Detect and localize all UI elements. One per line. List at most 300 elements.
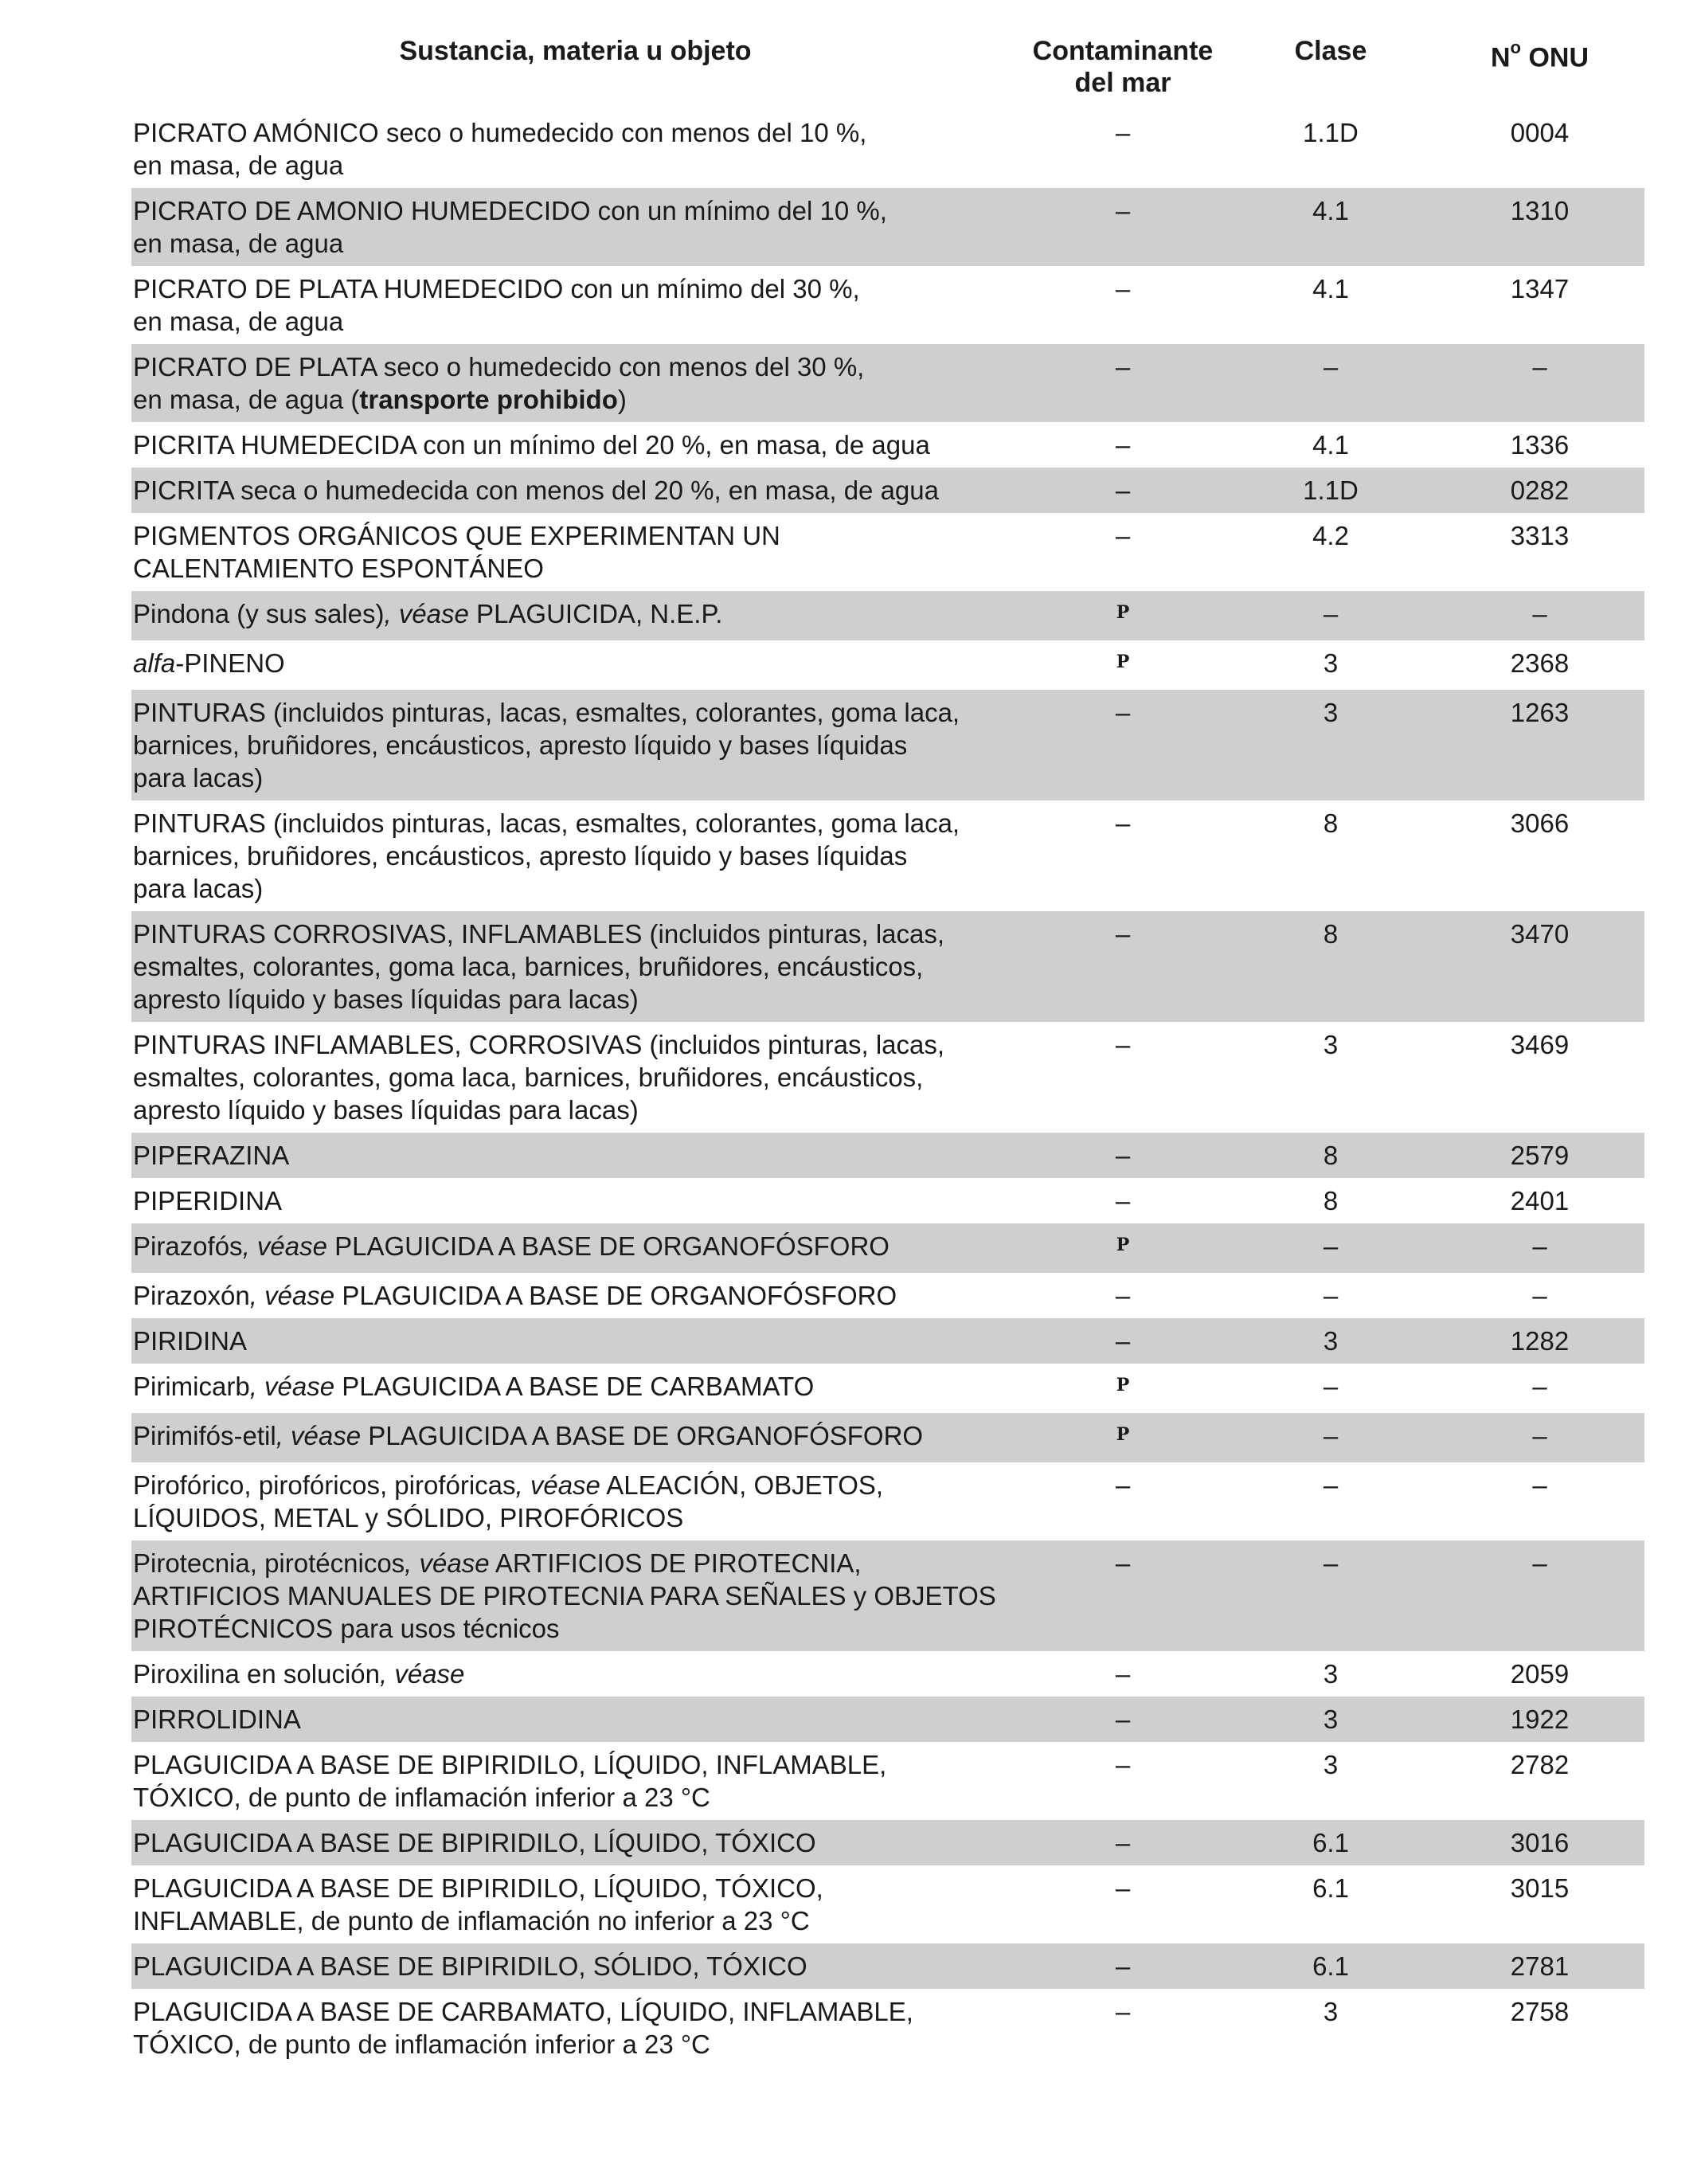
class-cell xyxy=(1226,188,1435,266)
substance-name-segment: PIPERAZINA xyxy=(133,1141,290,1170)
un-number-cell-value: – xyxy=(1532,1470,1547,1500)
substance-name-segment: transporte prohibido xyxy=(359,385,618,414)
class-cell xyxy=(1226,690,1435,800)
substance-name-segment: en masa, de agua xyxy=(133,229,344,258)
substance-name-segment: PINTURAS INFLAMABLES, CORROSIVAS (incluidos pinturas, lacas, xyxy=(133,1030,945,1059)
class-cell xyxy=(1226,1742,1435,1820)
un-number-cell xyxy=(1435,1697,1644,1742)
substance-name-cell xyxy=(131,1989,1019,2067)
substance-name-segment: PIPERIDINA xyxy=(133,1186,283,1215)
substance-name-segment: PICRATO AMÓNICO seco o humedecido con menos del 10 %, xyxy=(133,118,867,147)
table-row xyxy=(131,690,1644,800)
class-cell-value: – xyxy=(1323,1372,1339,1401)
table-row xyxy=(131,110,1644,188)
substance-name-segment: , véase xyxy=(384,599,469,628)
marine-pollutant-cell-value: – xyxy=(1115,118,1131,147)
table-row xyxy=(131,513,1644,591)
class-cell xyxy=(1226,1651,1435,1697)
un-number-cell-value: 3016 xyxy=(1510,1828,1570,1857)
table-body xyxy=(131,110,1644,2067)
table-row xyxy=(131,640,1644,690)
table-row xyxy=(131,1865,1644,1943)
substance-name-cell xyxy=(131,911,1019,1022)
substance-name-segment: ARTIFICIOS DE PIROTECNIA, xyxy=(489,1548,862,1578)
un-number-cell xyxy=(1435,800,1644,911)
substance-name-segment: ALEACIÓN, OBJETOS, xyxy=(600,1470,884,1500)
un-number-cell xyxy=(1435,690,1644,800)
header-row xyxy=(131,32,1644,110)
class-cell-value: 6.1 xyxy=(1312,1951,1349,1981)
table-row xyxy=(131,266,1644,344)
un-number-cell xyxy=(1435,1273,1644,1318)
substance-name-segment: en masa, de agua xyxy=(133,307,344,336)
table-row xyxy=(131,1364,1644,1413)
class-cell-value: 1.1D xyxy=(1303,476,1359,505)
substance-name-segment: LÍQUIDOS, METAL y SÓLIDO, PIROFÓRICOS xyxy=(133,1503,684,1532)
class-cell-value: 3 xyxy=(1323,648,1339,678)
class-cell xyxy=(1226,266,1435,344)
marine-pollutant-cell-value: – xyxy=(1115,1030,1131,1059)
table-row xyxy=(131,1413,1644,1462)
un-number-cell xyxy=(1435,188,1644,266)
table-row xyxy=(131,1697,1644,1742)
marine-pollutant-cell xyxy=(1019,513,1226,591)
substance-name-cell xyxy=(131,1273,1019,1318)
marine-pollutant-cell xyxy=(1019,911,1226,1022)
marine-pollutant-cell-value: – xyxy=(1115,352,1131,382)
un-number-cell-value: 2368 xyxy=(1510,648,1570,678)
un-number-cell xyxy=(1435,1651,1644,1697)
marine-pollutant-cell xyxy=(1019,591,1226,640)
un-number-cell-value: 1282 xyxy=(1510,1326,1570,1356)
marine-pollutant-cell xyxy=(1019,1318,1226,1364)
table-header xyxy=(131,32,1644,110)
substance-name-segment: PIROTÉCNICOS para usos técnicos xyxy=(133,1614,560,1643)
marine-pollutant-cell xyxy=(1019,1413,1226,1462)
un-number-cell-value: 0004 xyxy=(1510,118,1570,147)
substance-name-cell xyxy=(131,1462,1019,1540)
class-cell-value: 8 xyxy=(1323,808,1339,838)
marine-pollutant-cell xyxy=(1019,1865,1226,1943)
un-number-cell xyxy=(1435,1223,1644,1273)
substance-name-cell xyxy=(131,110,1019,188)
class-cell xyxy=(1226,1540,1435,1651)
un-number-cell xyxy=(1435,1318,1644,1364)
marine-pollutant-cell-value: – xyxy=(1115,1828,1131,1857)
substance-name-cell xyxy=(131,266,1019,344)
un-number-cell-value: 2059 xyxy=(1510,1659,1570,1689)
marine-pollutant-cell-value: – xyxy=(1115,1951,1131,1981)
substance-name-segment: ) xyxy=(617,385,627,414)
class-cell xyxy=(1226,344,1435,422)
marine-pollutant-cell-value: – xyxy=(1115,1659,1131,1689)
table-row xyxy=(131,1022,1644,1133)
marine-pollutant-cell xyxy=(1019,1223,1226,1273)
marine-pollutant-cell-value: – xyxy=(1115,1997,1131,2026)
un-number-cell xyxy=(1435,1943,1644,1989)
substance-name-segment: PLAGUICIDA A BASE DE BIPIRIDILO, SÓLIDO, TÓXICO xyxy=(133,1951,807,1981)
substance-name-segment: , véase xyxy=(380,1659,465,1689)
substance-name-segment: , véase xyxy=(405,1548,490,1578)
class-cell xyxy=(1226,1943,1435,1989)
marine-pollutant-cell-value: – xyxy=(1115,1186,1131,1215)
marine-pollutant-cell xyxy=(1019,1178,1226,1223)
substance-name-segment: PINTURAS (incluidos pinturas, lacas, esmaltes, colorantes, goma laca, xyxy=(133,808,960,838)
substance-name-cell xyxy=(131,1364,1019,1413)
substance-name-cell xyxy=(131,1223,1019,1273)
class-cell-value: 3 xyxy=(1323,1326,1339,1356)
table-row xyxy=(131,1943,1644,1989)
table-row xyxy=(131,1462,1644,1540)
substance-name-segment: esmaltes, colorantes, goma laca, barnices, bruñidores, encáusticos, xyxy=(133,952,924,981)
un-number-cell-value: 2782 xyxy=(1510,1750,1570,1779)
marine-pollutant-cell-value: – xyxy=(1115,808,1131,838)
substance-name-segment: PLAGUICIDA A BASE DE CARBAMATO, LÍQUIDO, INFLAMABLE, xyxy=(133,1997,913,2026)
marine-pollutant-cell-value: – xyxy=(1115,430,1131,460)
class-cell-value: 3 xyxy=(1323,1997,1339,2026)
marine-pollutant-cell xyxy=(1019,1651,1226,1697)
marine-pollutant-cell xyxy=(1019,266,1226,344)
class-cell-value: 8 xyxy=(1323,919,1339,949)
class-cell-value: 8 xyxy=(1323,1186,1339,1215)
class-cell xyxy=(1226,1178,1435,1223)
header-substance: Sustancia, materia u objeto xyxy=(399,36,752,66)
substance-name-segment: PLAGUICIDA A BASE DE ORGANOFÓSFORO xyxy=(326,1231,890,1261)
un-number-cell-value: 3470 xyxy=(1510,919,1570,949)
substance-name-cell xyxy=(131,1022,1019,1133)
marine-pollutant-cell-value: – xyxy=(1115,1873,1131,1903)
class-cell xyxy=(1226,1273,1435,1318)
marine-pollutant-cell-value: P xyxy=(1116,1375,1130,1395)
table-row xyxy=(131,1318,1644,1364)
marine-pollutant-cell-value: – xyxy=(1115,1750,1131,1779)
marine-pollutant-cell-value: – xyxy=(1115,476,1131,505)
class-cell xyxy=(1226,110,1435,188)
marine-pollutant-cell xyxy=(1019,188,1226,266)
marine-pollutant-cell-value: – xyxy=(1115,1326,1131,1356)
header-marine-pollutant: Contaminante del mar xyxy=(1032,36,1214,98)
class-cell xyxy=(1226,1022,1435,1133)
class-cell-value: 4.1 xyxy=(1312,274,1349,303)
substance-name-segment: TÓXICO, de punto de inflamación inferior a 23 °C xyxy=(133,1783,710,1812)
class-cell-value: 3 xyxy=(1323,698,1339,727)
substance-name-cell xyxy=(131,640,1019,690)
substance-name-segment: Pirimicarb xyxy=(133,1372,250,1401)
class-cell xyxy=(1226,422,1435,468)
un-number-cell-value: – xyxy=(1532,1548,1547,1578)
class-cell xyxy=(1226,468,1435,513)
substance-name-segment: PICRATO DE PLATA HUMEDECIDO con un mínimo del 30 %, xyxy=(133,274,860,303)
substance-name-segment: PLAGUICIDA, N.E.P. xyxy=(468,599,723,628)
class-cell xyxy=(1226,1865,1435,1943)
marine-pollutant-cell-value: P xyxy=(1116,1424,1130,1445)
substance-name-segment: para lacas) xyxy=(133,874,264,903)
substance-name-cell xyxy=(131,1540,1019,1651)
class-cell-value: 4.1 xyxy=(1312,430,1349,460)
substance-name-segment: TÓXICO, de punto de inflamación inferior a 23 °C xyxy=(133,2029,710,2059)
substance-name-cell xyxy=(131,1820,1019,1865)
marine-pollutant-cell xyxy=(1019,690,1226,800)
un-number-cell xyxy=(1435,1742,1644,1820)
table-row xyxy=(131,911,1644,1022)
class-cell-value: 6.1 xyxy=(1312,1828,1349,1857)
un-number-cell-value: 1310 xyxy=(1510,196,1570,225)
table-row xyxy=(131,1989,1644,2067)
substance-name-segment: Pirofórico, pirofóricos, pirofóricas xyxy=(133,1470,516,1500)
marine-pollutant-cell xyxy=(1019,1462,1226,1540)
substance-name-segment: Pirazofós xyxy=(133,1231,243,1261)
substance-name-cell xyxy=(131,1742,1019,1820)
un-number-cell xyxy=(1435,422,1644,468)
marine-pollutant-cell xyxy=(1019,1273,1226,1318)
dangerous-goods-index-table xyxy=(131,32,1644,2067)
class-cell-value: – xyxy=(1323,1548,1339,1578)
marine-pollutant-cell-value: – xyxy=(1115,1141,1131,1170)
substance-name-cell xyxy=(131,591,1019,640)
substance-name-segment: barnices, bruñidores, encáusticos, apresto líquido y bases líquidas xyxy=(133,841,908,871)
substance-name-cell xyxy=(131,1943,1019,1989)
class-cell-value: – xyxy=(1323,1421,1339,1450)
un-number-cell-value: 2781 xyxy=(1510,1951,1570,1981)
marine-pollutant-cell-value: – xyxy=(1115,1281,1131,1310)
class-cell-value: 8 xyxy=(1323,1141,1339,1170)
un-number-cell xyxy=(1435,1178,1644,1223)
class-cell-value: – xyxy=(1323,1281,1339,1310)
un-number-cell xyxy=(1435,1413,1644,1462)
class-cell xyxy=(1226,1223,1435,1273)
marine-pollutant-cell-value: – xyxy=(1115,1548,1131,1578)
un-number-cell-value: 3015 xyxy=(1510,1873,1570,1903)
un-number-cell-value: – xyxy=(1532,352,1547,382)
un-number-cell-value: – xyxy=(1532,599,1547,628)
substance-name-segment: apresto líquido y bases líquidas para lacas) xyxy=(133,984,639,1014)
class-cell xyxy=(1226,1133,1435,1178)
substance-name-segment: PINTURAS (incluidos pinturas, lacas, esmaltes, colorantes, goma laca, xyxy=(133,698,960,727)
un-number-cell xyxy=(1435,1133,1644,1178)
marine-pollutant-cell xyxy=(1019,1133,1226,1178)
substance-name-cell xyxy=(131,1651,1019,1697)
marine-pollutant-cell xyxy=(1019,422,1226,468)
substance-name-segment: PIRROLIDINA xyxy=(133,1705,301,1734)
un-number-cell-value: – xyxy=(1532,1421,1547,1450)
un-number-cell-value: – xyxy=(1532,1372,1547,1401)
substance-name-cell xyxy=(131,468,1019,513)
marine-pollutant-cell-value: – xyxy=(1115,274,1131,303)
un-number-cell xyxy=(1435,1540,1644,1651)
substance-name-segment: CALENTAMIENTO ESPONTÁNEO xyxy=(133,554,544,583)
substance-name-segment: alfa xyxy=(133,648,176,678)
substance-name-segment: PLAGUICIDA A BASE DE CARBAMATO xyxy=(334,1372,815,1401)
class-cell-value: 1.1D xyxy=(1303,118,1359,147)
table-row xyxy=(131,188,1644,266)
class-cell-value: 4.1 xyxy=(1312,196,1349,225)
substance-name-segment: PIRIDINA xyxy=(133,1326,248,1356)
table-row xyxy=(131,1133,1644,1178)
substance-name-segment: , véase xyxy=(249,1372,335,1401)
class-cell xyxy=(1226,591,1435,640)
un-number-cell-value: 3066 xyxy=(1510,808,1570,838)
substance-name-segment: -PINENO xyxy=(175,648,285,678)
class-cell-value: – xyxy=(1323,599,1339,628)
substance-name-cell xyxy=(131,1865,1019,1943)
table-row xyxy=(131,1178,1644,1223)
table-row xyxy=(131,344,1644,422)
class-cell-value: 3 xyxy=(1323,1030,1339,1059)
table-row xyxy=(131,422,1644,468)
header-class: Clase xyxy=(1294,36,1367,66)
substance-name-cell xyxy=(131,1133,1019,1178)
un-number-cell xyxy=(1435,1364,1644,1413)
un-number-cell xyxy=(1435,110,1644,188)
un-number-cell-value: 2758 xyxy=(1510,1997,1570,2026)
substance-name-cell xyxy=(131,344,1019,422)
substance-name-segment: Piroxilina en solución xyxy=(133,1659,381,1689)
marine-pollutant-cell-value: – xyxy=(1115,196,1131,225)
substance-name-segment: PINTURAS CORROSIVAS, INFLAMABLES (incluidos pinturas, lacas, xyxy=(133,919,945,949)
class-cell xyxy=(1226,1989,1435,2067)
marine-pollutant-cell-value: – xyxy=(1115,521,1131,550)
class-cell-value: – xyxy=(1323,1470,1339,1500)
substance-name-cell xyxy=(131,1413,1019,1462)
marine-pollutant-cell-value: P xyxy=(1116,1235,1130,1255)
substance-name-cell xyxy=(131,690,1019,800)
un-number-cell xyxy=(1435,640,1644,690)
un-number-cell-value: 1347 xyxy=(1510,274,1570,303)
substance-name-segment: PICRATO DE AMONIO HUMEDECIDO con un mínimo del 10 %, xyxy=(133,196,887,225)
marine-pollutant-cell xyxy=(1019,110,1226,188)
substance-name-segment: en masa, de agua xyxy=(133,151,344,180)
table-row xyxy=(131,800,1644,911)
un-number-cell-value: – xyxy=(1532,1231,1547,1261)
class-cell xyxy=(1226,1697,1435,1742)
marine-pollutant-cell-value: – xyxy=(1115,919,1131,949)
class-cell xyxy=(1226,1318,1435,1364)
un-number-cell-value: 2401 xyxy=(1510,1186,1570,1215)
class-cell xyxy=(1226,1820,1435,1865)
substance-name-segment: Pirazoxón xyxy=(133,1281,250,1310)
substance-name-segment: en masa, de agua ( xyxy=(133,385,360,414)
marine-pollutant-cell xyxy=(1019,1943,1226,1989)
class-cell-value: – xyxy=(1323,1231,1339,1261)
table-row xyxy=(131,1651,1644,1697)
class-cell xyxy=(1226,800,1435,911)
substance-name-segment: PLAGUICIDA A BASE DE BIPIRIDILO, LÍQUIDO, INFLAMABLE, xyxy=(133,1750,887,1779)
marine-pollutant-cell-value: – xyxy=(1115,1705,1131,1734)
marine-pollutant-cell xyxy=(1019,640,1226,690)
un-number-cell-value: 3313 xyxy=(1510,521,1570,550)
un-number-cell xyxy=(1435,1022,1644,1133)
substance-name-segment: INFLAMABLE, de punto de inflamación no inferior a 23 °C xyxy=(133,1906,810,1935)
marine-pollutant-cell xyxy=(1019,1742,1226,1820)
un-number-cell xyxy=(1435,344,1644,422)
class-cell xyxy=(1226,1462,1435,1540)
un-number-cell-value: – xyxy=(1532,1281,1547,1310)
class-cell xyxy=(1226,1413,1435,1462)
substance-name-segment: PLAGUICIDA A BASE DE ORGANOFÓSFORO xyxy=(334,1281,897,1310)
table-row xyxy=(131,1273,1644,1318)
class-cell xyxy=(1226,513,1435,591)
table-row xyxy=(131,468,1644,513)
marine-pollutant-cell xyxy=(1019,1364,1226,1413)
table-row xyxy=(131,1820,1644,1865)
substance-name-segment: PICRITA HUMEDECIDA con un mínimo del 20 %, en masa, de agua xyxy=(133,430,930,460)
marine-pollutant-cell-value: – xyxy=(1115,698,1131,727)
class-cell xyxy=(1226,640,1435,690)
marine-pollutant-cell xyxy=(1019,1697,1226,1742)
substance-name-cell xyxy=(131,1178,1019,1223)
un-number-cell xyxy=(1435,911,1644,1022)
substance-name-cell xyxy=(131,1697,1019,1742)
substance-name-cell xyxy=(131,422,1019,468)
class-cell-value: 4.2 xyxy=(1312,521,1349,550)
substance-name-segment: barnices, bruñidores, encáusticos, apresto líquido y bases líquidas xyxy=(133,730,908,760)
substance-name-cell xyxy=(131,188,1019,266)
class-cell xyxy=(1226,911,1435,1022)
substance-name-segment: PICRITA seca o humedecida con menos del 20 %, en masa, de agua xyxy=(133,476,939,505)
substance-name-segment: , véase xyxy=(249,1281,335,1310)
class-cell-value: – xyxy=(1323,352,1339,382)
substance-name-segment: PLAGUICIDA A BASE DE BIPIRIDILO, LÍQUIDO, TÓXICO, xyxy=(133,1873,823,1903)
substance-name-segment: , véase xyxy=(515,1470,600,1500)
substance-name-cell xyxy=(131,513,1019,591)
marine-pollutant-cell-value: P xyxy=(1116,602,1130,623)
marine-pollutant-cell xyxy=(1019,1022,1226,1133)
table-row xyxy=(131,591,1644,640)
table-row xyxy=(131,1223,1644,1273)
substance-name-segment: Pirimifós-etil xyxy=(133,1421,276,1450)
marine-pollutant-cell xyxy=(1019,468,1226,513)
un-number-cell-value: 1336 xyxy=(1510,430,1570,460)
header-un-number: $N^o$ ONU xyxy=(1490,37,1589,73)
substance-name-segment: PLAGUICIDA A BASE DE ORGANOFÓSFORO xyxy=(361,1421,924,1450)
un-number-cell xyxy=(1435,1462,1644,1540)
un-number-cell xyxy=(1435,266,1644,344)
un-number-cell xyxy=(1435,468,1644,513)
marine-pollutant-cell xyxy=(1019,344,1226,422)
class-cell-value: 3 xyxy=(1323,1705,1339,1734)
marine-pollutant-cell xyxy=(1019,1540,1226,1651)
table-row xyxy=(131,1742,1644,1820)
un-number-cell xyxy=(1435,1865,1644,1943)
substance-name-segment: apresto líquido y bases líquidas para lacas) xyxy=(133,1095,639,1125)
un-number-cell-value: 2579 xyxy=(1510,1141,1570,1170)
class-cell-value: 3 xyxy=(1323,1659,1339,1689)
un-number-cell xyxy=(1435,591,1644,640)
un-number-cell-value: 0282 xyxy=(1510,476,1570,505)
substance-name-segment: PIGMENTOS ORGÁNICOS QUE EXPERIMENTAN UN xyxy=(133,521,780,550)
substance-name-segment: PLAGUICIDA A BASE DE BIPIRIDILO, LÍQUIDO, TÓXICO xyxy=(133,1828,816,1857)
marine-pollutant-cell-value: P xyxy=(1116,652,1130,672)
class-cell-value: 6.1 xyxy=(1312,1873,1349,1903)
substance-name-segment: PICRATO DE PLATA seco o humedecido con menos del 30 %, xyxy=(133,352,865,382)
class-cell xyxy=(1226,1364,1435,1413)
substance-name-segment: esmaltes, colorantes, goma laca, barnices, bruñidores, encáusticos, xyxy=(133,1063,924,1092)
substance-name-segment: Pirotecnia, pirotécnicos xyxy=(133,1548,405,1578)
marine-pollutant-cell xyxy=(1019,800,1226,911)
substance-name-cell xyxy=(131,800,1019,911)
substance-name-segment: Pindona (y sus sales) xyxy=(133,599,385,628)
substance-name-segment: para lacas) xyxy=(133,763,264,793)
substance-name-segment: , véase xyxy=(242,1231,327,1261)
marine-pollutant-cell-value: – xyxy=(1115,1470,1131,1500)
marine-pollutant-cell xyxy=(1019,1989,1226,2067)
un-number-cell-value: 3469 xyxy=(1510,1030,1570,1059)
un-number-cell-value: 1263 xyxy=(1510,698,1570,727)
substance-name-cell xyxy=(131,1318,1019,1364)
marine-pollutant-cell xyxy=(1019,1820,1226,1865)
table-row xyxy=(131,1540,1644,1651)
substance-name-segment: , véase xyxy=(276,1421,362,1450)
